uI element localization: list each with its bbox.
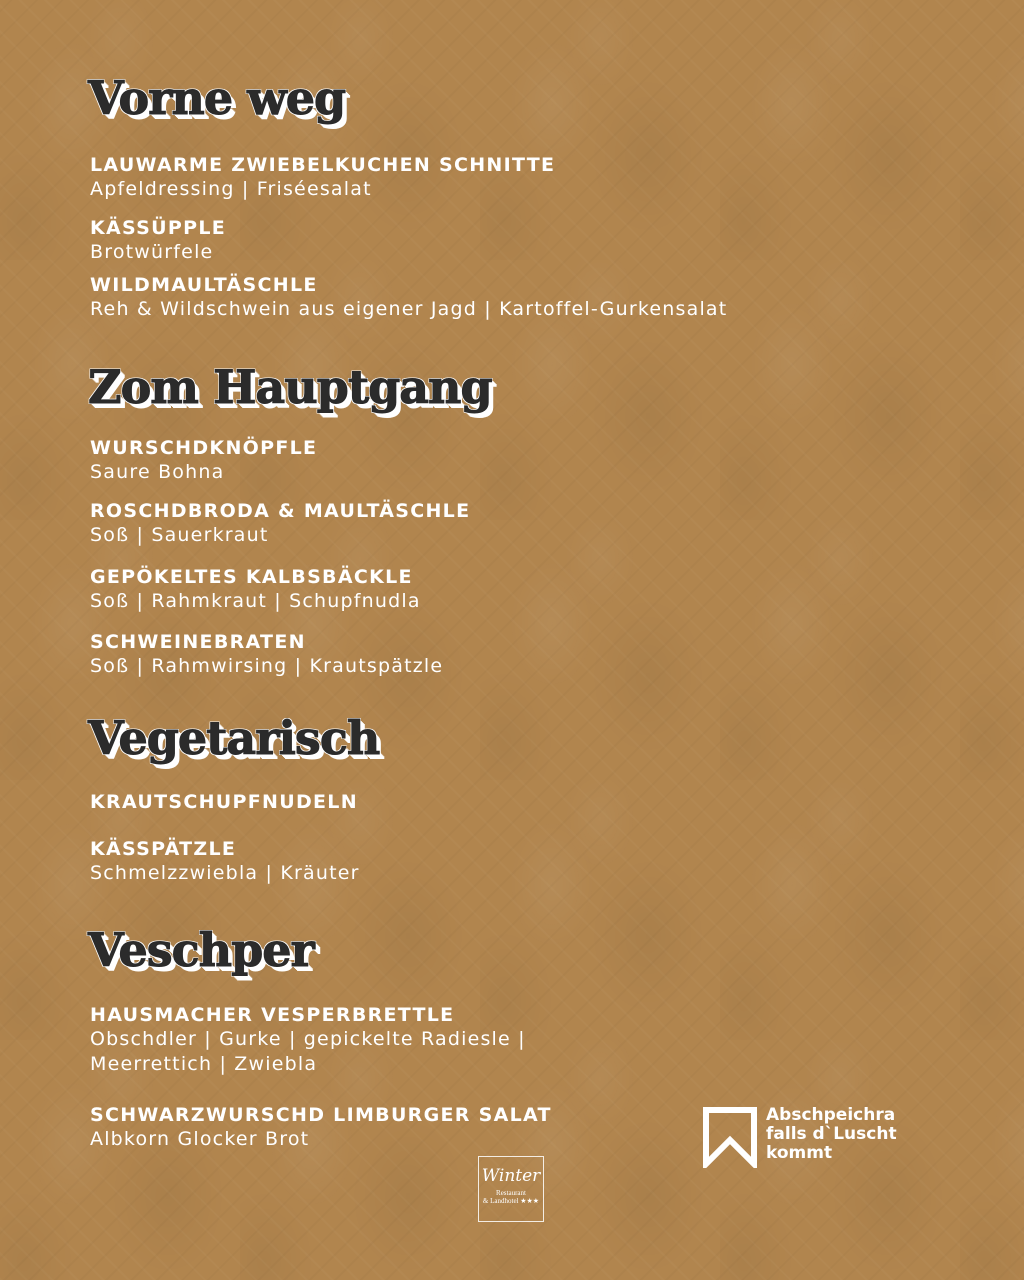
bookmark-line: kommt <box>766 1143 833 1163</box>
menu-item <box>90 1103 552 1152</box>
winter-logo <box>478 1156 544 1222</box>
section-title-veschper: Veschper <box>88 923 314 977</box>
item-description: Obschdler | Gurke | gepickelte Radiesle | <box>90 1028 526 1050</box>
menu-item <box>90 1003 526 1077</box>
item-description: Schmelzzwiebla | Kräuter <box>90 862 360 884</box>
section-title-vegetarisch: Vegetarisch <box>88 711 380 765</box>
section-title-vorne-weg: Vorne weg <box>88 71 346 125</box>
menu-item <box>90 273 727 322</box>
item-name: KÄSSÜPPLE <box>90 217 227 239</box>
bookmark-line: falls d`Luscht <box>766 1124 897 1144</box>
item-description: Albkorn Glocker Brot <box>90 1128 310 1150</box>
item-description: Apfeldressing | Friséesalat <box>90 178 372 200</box>
menu-item <box>90 837 360 886</box>
menu-item <box>90 565 421 614</box>
menu-item <box>90 499 470 548</box>
menu-item <box>90 790 358 814</box>
item-name: GEPÖKELTES KALBSBÄCKLE <box>90 566 413 588</box>
menu-item <box>90 216 226 265</box>
item-name: KRAUTSCHUPFNUDELN <box>90 791 358 813</box>
item-name: LAUWARME ZWIEBELKUCHEN SCHNITTE <box>90 154 556 176</box>
item-description: Brotwürfele <box>90 241 214 263</box>
item-description: Saure Bohna <box>90 461 225 483</box>
logo-script: Winter <box>481 1166 541 1186</box>
item-description: Soß | Rahmkraut | Schupfnudla <box>90 590 421 612</box>
item-name: WILDMAULTÄSCHLE <box>90 274 318 296</box>
bookmark-icon <box>702 1106 758 1168</box>
menu-item <box>90 436 317 485</box>
menu-item <box>90 630 443 679</box>
item-name: SCHWEINEBRATEN <box>90 631 306 653</box>
bookmark-label <box>766 1106 926 1163</box>
item-name: SCHWARZWURSCHD LIMBURGER SALAT <box>90 1104 552 1126</box>
item-description: Reh & Wildschwein aus eigener Jagd | Kartoffel-Gurkensalat <box>90 298 728 320</box>
item-name: KÄSSPÄTZLE <box>90 838 237 860</box>
item-name: HAUSMACHER VESPERBRETTLE <box>90 1004 455 1026</box>
logo-line: & Landhotel ★★★ <box>482 1197 540 1205</box>
menu-item <box>90 153 555 202</box>
save-bookmark[interactable] <box>702 1106 926 1168</box>
item-name: WURSCHDKNÖPFLE <box>90 437 318 459</box>
item-description-line2: Meerrettich | Zwiebla <box>90 1053 318 1075</box>
item-name: ROSCHDBRODA & MAULTÄSCHLE <box>90 500 471 522</box>
bookmark-line: Abschpeichra <box>766 1105 896 1125</box>
logo-line: Restaurant <box>496 1189 526 1197</box>
section-title-zom-hauptgang: Zom Hauptgang <box>88 360 492 414</box>
item-description: Soß | Rahmwirsing | Krautspätzle <box>90 655 444 677</box>
item-description: Soß | Sauerkraut <box>90 524 269 546</box>
